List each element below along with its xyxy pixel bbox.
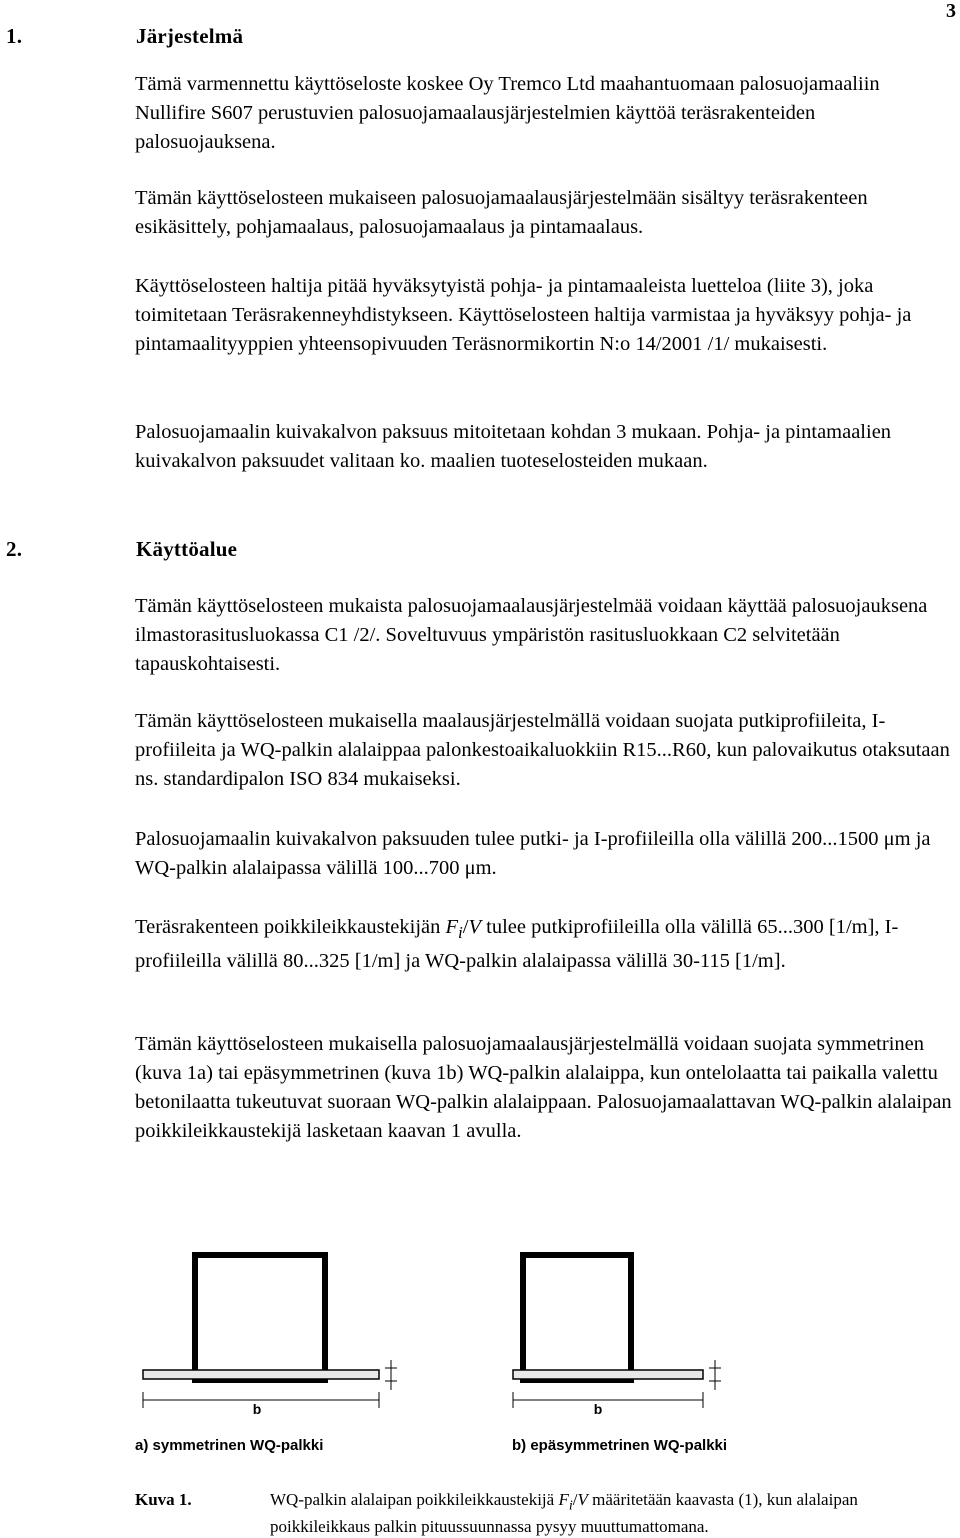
section-2-paragraph-5 [135,1030,955,1146]
paragraph-text: Palosuojamaalin kuivakalvon paksuuden tulee putki- ja I-profiileilla olla välillä 200...1500 μm ja WQ-palkin alalaipassa välillä 100...700 μm. [135,828,931,879]
symbol-V: V [468,916,482,938]
page-number: 3 [946,0,956,22]
paragraph-text: Palosuojamaalin kuivakalvon paksuus mitoitetaan kohdan 3 mukaan. Pohja- ja pintamaalien kuivakalvon paksuudet valitaan ko. maalien tuoteselosteiden mukaan. [135,421,892,472]
section-1-paragraph-4 [135,418,955,476]
section-2-number: 2. [6,537,23,561]
text-run: Teräsrakenteen poikkileikkaustekijän [135,916,446,938]
section-2-heading [6,537,237,562]
figure-caption-b: b) epäsymmetrinen WQ-palkki [512,1437,728,1454]
figure-drawing [135,1240,955,1430]
section-1-paragraph-1 [135,70,955,157]
paragraph-text: Käyttöselosteen haltija pitää hyväksytyistä pohja- ja pintamaaleista luetteloa (liite 3), joka toimitetaan Teräsrakenneyhdistykseen. Käyttöselosteen haltija varmistaa ja hyväksyy pohja- ja pintamaalityyppien yhteensopivuuden Teräsnormikortin N:o 14/2001 /1/ mukaisesti. [135,275,912,355]
symbol-F: F [445,916,459,938]
symbol-i: i [568,1497,573,1514]
text-run: määritetään kaavasta (1), kun alalaipan poikkileikkaus palkin pituussuunnassa pysyy muuttumattomana. [270,1490,858,1537]
symbol-i: i [458,923,463,943]
symbol-F: F [558,1490,569,1509]
text-run: tulee putkiprofiileilla olla välillä 65...300 [1/m], I-profiileilla välillä 80...325 [1/m] ja WQ-palkin alalaipassa välillä 30-115 [1/m]. [135,916,899,973]
figure-caption [270,1489,930,1538]
paragraph-text: Tämän käyttöselosteen mukaisella maalausjärjestelmällä voidaan suojata putkiprofiileita, I-profiileita ja WQ-palkin alalaippaa palonkestoaikaluokkiin R15...R60, kun palovaikutus otaksutaan ns. standardipalon ISO 834 mukaiseksi. [135,710,950,790]
wq-beam-asymmetric-drawing [513,1255,721,1417]
text-run: / [462,916,469,938]
thickness-mark-b [709,1360,721,1390]
bottom-flange-b [513,1370,703,1379]
figure-caption-a: a) symmetrinen WQ-palkki [135,1437,324,1454]
section-1-heading [6,24,243,49]
section-2-paragraph-2 [135,707,955,794]
text-run: WQ-palkin alalaipan poikkileikkaustekijä [270,1490,559,1509]
bottom-flange-a [143,1370,379,1379]
section-2-paragraph-3 [135,825,955,883]
section-1-title: Järjestelmä [136,24,244,48]
symbol-V: V [577,1490,588,1509]
wq-beam-symmetric-drawing [143,1255,397,1417]
paragraph-text: Tämän käyttöselosteen mukaisella palosuojamaalausjärjestelmällä voidaan suojata symmetrinen (kuva 1a) tai epäsymmetrinen (kuva 1b) WQ-palkin alalaippa, kun ontelolaatta tai paikalla valettu betonilaatta tukeutuvat suoraan WQ-palkin alalaippaan. Palosuojamaalattavan WQ-palkin alalaipan poikkileikkaustekijä lasketaan kaavan 1 avulla. [135,1033,952,1142]
section-2-paragraph-4 [135,913,955,976]
thickness-mark-a [385,1360,397,1390]
section-1-paragraph-3 [135,272,955,359]
figure-wq-beams [135,1240,955,1430]
paragraph-text: Tämän käyttöselosteen mukaiseen palosuojamaalausjärjestelmään sisältyy teräsrakenteen esikäsittely, pohjamaalaus, palosuojamaalaus ja pintamaalaus. [135,187,868,238]
section-2-paragraph-1 [135,592,955,679]
section-2-title: Käyttöalue [136,537,238,561]
beam-web-box-a [195,1255,325,1380]
paragraph-text [135,913,955,976]
text-run: / [572,1490,578,1509]
beam-web-box-b [523,1255,631,1380]
figure-label: Kuva 1. [135,1490,192,1509]
section-1-paragraph-2 [135,184,955,242]
section-1-number: 1. [6,24,23,48]
dimension-label-b: b [593,1401,603,1417]
paragraph-text: Tämän käyttöselosteen mukaista palosuojamaalausjärjestelmää voidaan käyttää palosuojauksena ilmastorasitusluokassa C1 /2/. Soveltuvuus ympäristön rasitusluokkaan C2 selvitetään tapauskohtaisesti. [135,595,928,675]
dimension-label-a: b [252,1401,262,1417]
paragraph-text: Tämä varmennettu käyttöseloste koskee Oy Tremco Ltd maahantuomaan palosuojamaaliin Nullifire S607 perustuvien palosuojamaalausjärjestelmien käyttöä teräsrakenteiden palosuojauksena. [135,73,880,153]
